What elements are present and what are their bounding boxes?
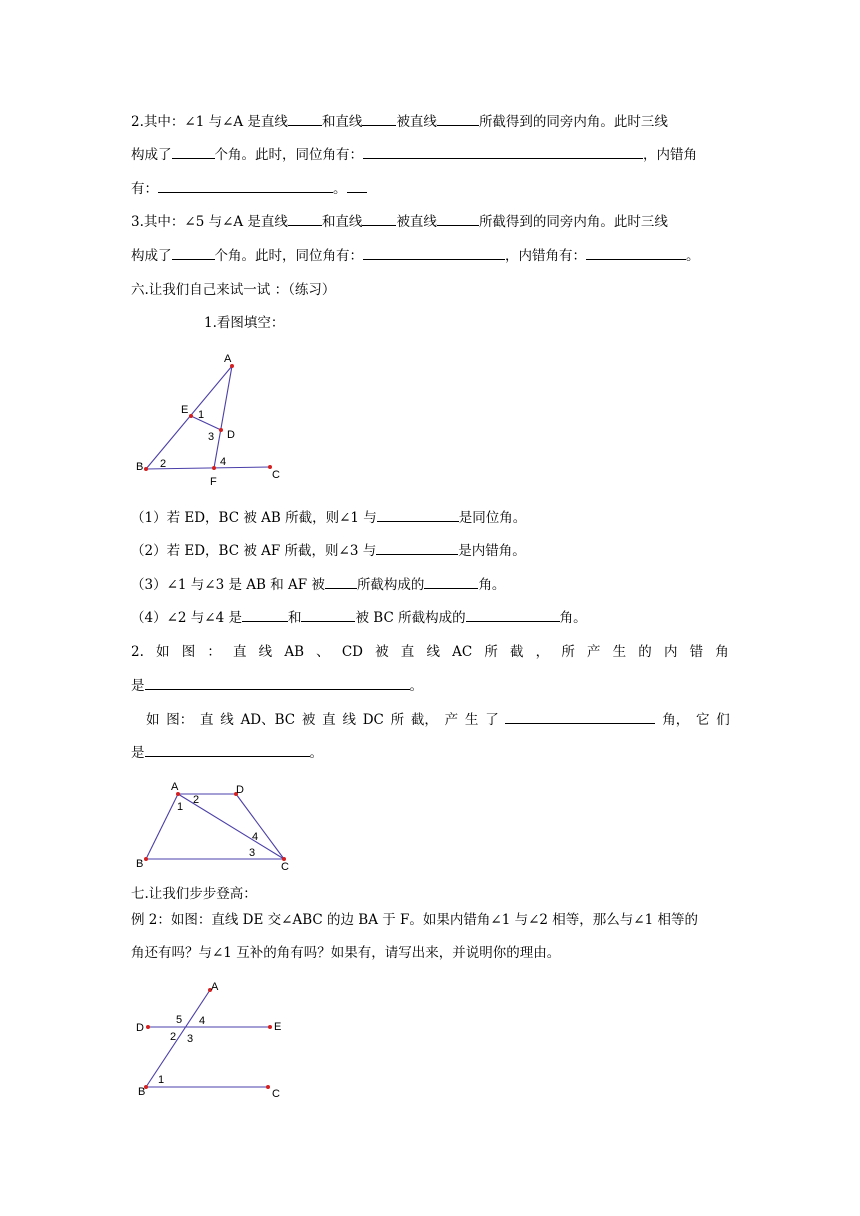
blank[interactable] xyxy=(466,609,560,622)
blank[interactable] xyxy=(172,146,215,159)
blank[interactable] xyxy=(325,576,357,589)
blank[interactable] xyxy=(586,247,686,260)
section6-title: 六.让我们自己来试一试 ：（练习） xyxy=(131,282,336,298)
q2b-line-2: 是 。 xyxy=(131,678,423,694)
blank[interactable] xyxy=(347,180,367,193)
label-1: 1 xyxy=(158,1074,165,1086)
blank[interactable] xyxy=(376,542,458,555)
label-A: A xyxy=(171,781,179,793)
label-D: D xyxy=(136,1022,144,1034)
label-4: 4 xyxy=(220,456,227,468)
q2-line-1: 2.其中：∠1 与∠A 是直线 和直线 被直线 所截得到的同旁内角。此时三线 xyxy=(131,114,668,130)
blank[interactable] xyxy=(145,744,310,757)
label-C: C xyxy=(272,469,280,481)
label-2: 2 xyxy=(170,1031,177,1043)
blank[interactable] xyxy=(172,247,215,260)
blank[interactable] xyxy=(437,113,479,126)
fill-item-1: （1）若 ED，BC 被 AB 所截，则∠1 与 是同位角。 xyxy=(131,510,527,526)
q3-line-1: 3.其中：∠5 与∠A 是直线 和直线 被直线 所截得到的同旁内角。此时三线 xyxy=(131,214,668,230)
label-D: D xyxy=(227,429,235,441)
label-B: B xyxy=(136,858,144,870)
q2-line-2: 构成了 个角。此时，同位角有： ，内错角 xyxy=(131,147,697,163)
label-C: C xyxy=(272,1088,280,1100)
q2b-line-3: 如 图： 直 线 AD、BC 被 直 线 DC 所 截， 产 生 了 角， 它 们 xyxy=(146,712,730,728)
label-3: 3 xyxy=(187,1033,194,1045)
label-F: F xyxy=(210,476,217,488)
label-2: 2 xyxy=(160,458,167,470)
label-1: 1 xyxy=(198,409,205,421)
label-4: 4 xyxy=(199,1015,206,1027)
fill-item-3: （3）∠1 与∠3 是 AB 和 AF 被 所截构成的 角。 xyxy=(131,577,506,593)
blank[interactable] xyxy=(301,609,355,622)
label-2: 2 xyxy=(193,794,200,806)
label-E: E xyxy=(274,1021,282,1033)
label-A: A xyxy=(211,981,219,993)
blank[interactable] xyxy=(242,609,288,622)
section6-subtitle: 1.看图填空： xyxy=(204,315,285,331)
blank[interactable] xyxy=(288,113,322,126)
example-2-line-2: 角还有吗？与∠1 互补的角有吗？如果有，请写出来，并说明你的理由。 xyxy=(131,945,561,961)
fill-item-4: （4）∠2 与∠4 是 和 被 BC 所截构成的 角。 xyxy=(131,610,587,626)
label-5: 5 xyxy=(176,1014,183,1026)
blank[interactable] xyxy=(362,213,396,226)
section7-title: 七.让我们步步登高： xyxy=(131,886,257,902)
blank[interactable] xyxy=(424,576,478,589)
q3-line-2: 构成了 个角。此时，同位角有： ，内错角有： 。 xyxy=(131,248,700,264)
label-1: 1 xyxy=(177,801,184,813)
label-A: A xyxy=(224,353,232,365)
q2b-line-1: 2. 如 图 ： 直 线 AB 、 CD 被 直 线 AC 所 截 ， 所 产 生 的 内 错 角 xyxy=(131,644,729,660)
blank[interactable] xyxy=(158,180,333,193)
trapezoid-figure-2 xyxy=(130,778,300,873)
label-D: D xyxy=(236,784,244,796)
label-B: B xyxy=(136,461,144,473)
q2b-line-4: 是 。 xyxy=(131,745,323,761)
example-2-line-1: 例 2：如图：直线 DE 交∠ABC 的边 BA 于 F。如果内错角∠1 与∠2 相等，那么与∠1 相等的 xyxy=(131,912,698,928)
blank[interactable] xyxy=(437,213,479,226)
q2-line-3: 有： 。 xyxy=(131,180,731,198)
blank[interactable] xyxy=(377,509,459,522)
blank[interactable] xyxy=(288,213,322,226)
label-4: 4 xyxy=(252,831,259,843)
label-3: 3 xyxy=(208,431,215,443)
label-B: B xyxy=(138,1086,146,1098)
label-E: E xyxy=(181,404,189,416)
triangle-figure-1 xyxy=(130,350,300,490)
blank[interactable] xyxy=(145,677,410,690)
label-3: 3 xyxy=(249,847,256,859)
label-C: C xyxy=(281,861,289,873)
blank[interactable] xyxy=(363,146,643,159)
blank[interactable] xyxy=(362,113,396,126)
fill-item-2: （2）若 ED，BC 被 AF 所截，则∠3 与 是内错角。 xyxy=(131,543,526,559)
blank[interactable] xyxy=(505,711,655,724)
parallel-lines-figure-3 xyxy=(130,978,300,1103)
blank[interactable] xyxy=(363,247,505,260)
